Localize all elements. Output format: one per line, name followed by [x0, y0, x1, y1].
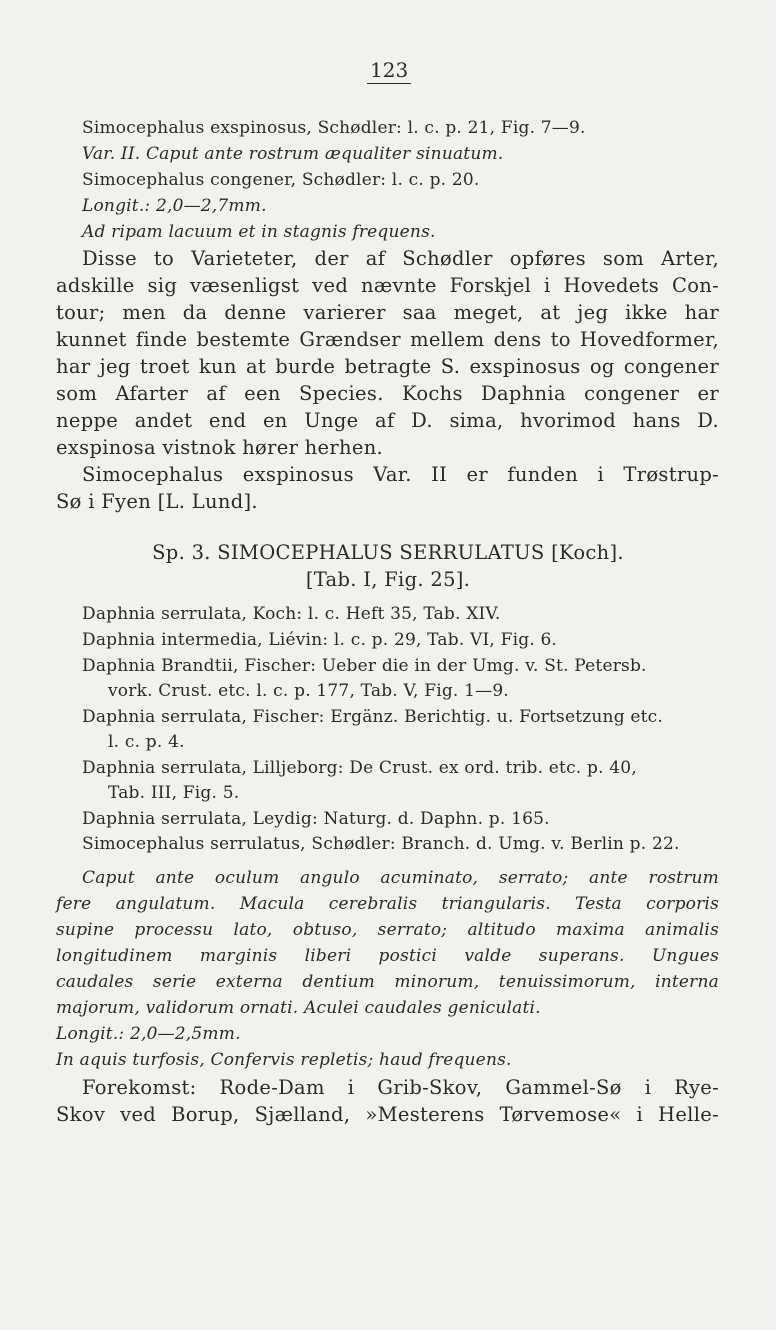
synonym-line: Simocephalus serrulatus, Schødler: Branch. d. Umg. v. Berlin p. 22.	[82, 834, 680, 854]
synonym-line: Daphnia intermedia, Liévin: l. c. p. 29, Tab. VI, Fig. 6.	[82, 630, 558, 650]
species-heading: Sp. 3. SIMOCEPHALUS SERRULATUS [Koch].	[152, 541, 624, 564]
synonym-line: l. c. p. 4.	[108, 732, 185, 752]
body-text-line: kunnet finde bestemte Grændser mellem dens to Hovedformer,	[56, 328, 719, 351]
body-text-line: har jeg troet kun at burde betragte S. exspinosus og congener	[56, 355, 719, 378]
variety-diagnosis: Var. II. Caput ante rostrum æqualiter sinuatum.	[82, 144, 504, 164]
synonym-line: vork. Crust. etc. l. c. p. 177, Tab. V, Fig. 1—9.	[108, 681, 509, 701]
diagnosis-line: majorum, validorum ornati. Aculei caudales geniculati.	[56, 998, 541, 1018]
habitat-line: In aquis turfosis, Confervis repletis; haud frequens.	[56, 1050, 512, 1070]
synonym-line: Tab. III, Fig. 5.	[108, 783, 240, 803]
synonym-line: Simocephalus congener, Schødler: l. c. p. 20.	[82, 170, 480, 190]
length-measure: Longit.: 2,0—2,7mm.	[82, 196, 267, 216]
synonym-line: Daphnia serrulata, Fischer: Ergänz. Berichtig. u. Fortsetzung etc.	[82, 707, 663, 727]
synonym-line: Daphnia Brandtii, Fischer: Ueber die in der Umg. v. St. Petersb.	[82, 656, 647, 676]
diagnosis-line: caudales serie externa dentium minorum, tenuissimorum, interna	[56, 972, 719, 992]
diagnosis-line: supine processu lato, obtuso, serrato; altitudo maxima animalis	[56, 920, 719, 940]
occurrence-line: Forekomst: Rode-Dam i Grib-Skov, Gammel-Sø i Rye-	[82, 1076, 719, 1099]
diagnosis-line: Caput ante oculum angulo acuminato, serrato; ante rostrum	[82, 868, 719, 888]
body-text-line: exspinosa vistnok hører herhen.	[56, 436, 384, 459]
body-text-line: neppe andet end en Unge af D. sima, hvorimod hans D.	[56, 409, 719, 432]
body-text-line: Simocephalus exspinosus Var. II er funden i Trøstrup-	[82, 463, 719, 486]
body-text-line: tour; men da denne varierer saa meget, at jeg ikke har	[56, 301, 719, 324]
body-text-line: adskille sig væsenligst ved nævnte Forskjel i Hovedets Con-	[56, 274, 719, 297]
length-measure: Longit.: 2,0—2,5mm.	[56, 1024, 241, 1044]
page-number: 123	[370, 58, 409, 82]
synonym-line: Daphnia serrulata, Lilljeborg: De Crust. ex ord. trib. etc. p. 40,	[82, 758, 637, 778]
plate-reference: [Tab. I, Fig. 25].	[305, 568, 471, 591]
occurrence-line: Skov ved Borup, Sjælland, »Mesterens Tørvemose« i Helle-	[56, 1103, 719, 1126]
body-text-line: Disse to Varieteter, der af Schødler opføres som Arter,	[82, 247, 719, 270]
synonym-line: Daphnia serrulata, Koch: l. c. Heft 35, Tab. XIV.	[82, 604, 501, 624]
synonym-line: Daphnia serrulata, Leydig: Naturg. d. Daphn. p. 165.	[82, 809, 550, 829]
body-text-line: som Afarter af een Species. Kochs Daphnia congener er	[56, 382, 719, 405]
synonym-line: Simocephalus exspinosus, Schødler: l. c. p. 21, Fig. 7—9.	[82, 118, 586, 138]
body-text-line: Sø i Fyen [L. Lund].	[56, 490, 258, 513]
diagnosis-line: longitudinem marginis liberi postici valde superans. Ungues	[56, 946, 719, 966]
habitat-line: Ad ripam lacuum et in stagnis frequens.	[82, 222, 436, 242]
diagnosis-line: fere angulatum. Macula cerebralis triangularis. Testa corporis	[56, 894, 719, 914]
page-number-rule	[367, 83, 411, 84]
